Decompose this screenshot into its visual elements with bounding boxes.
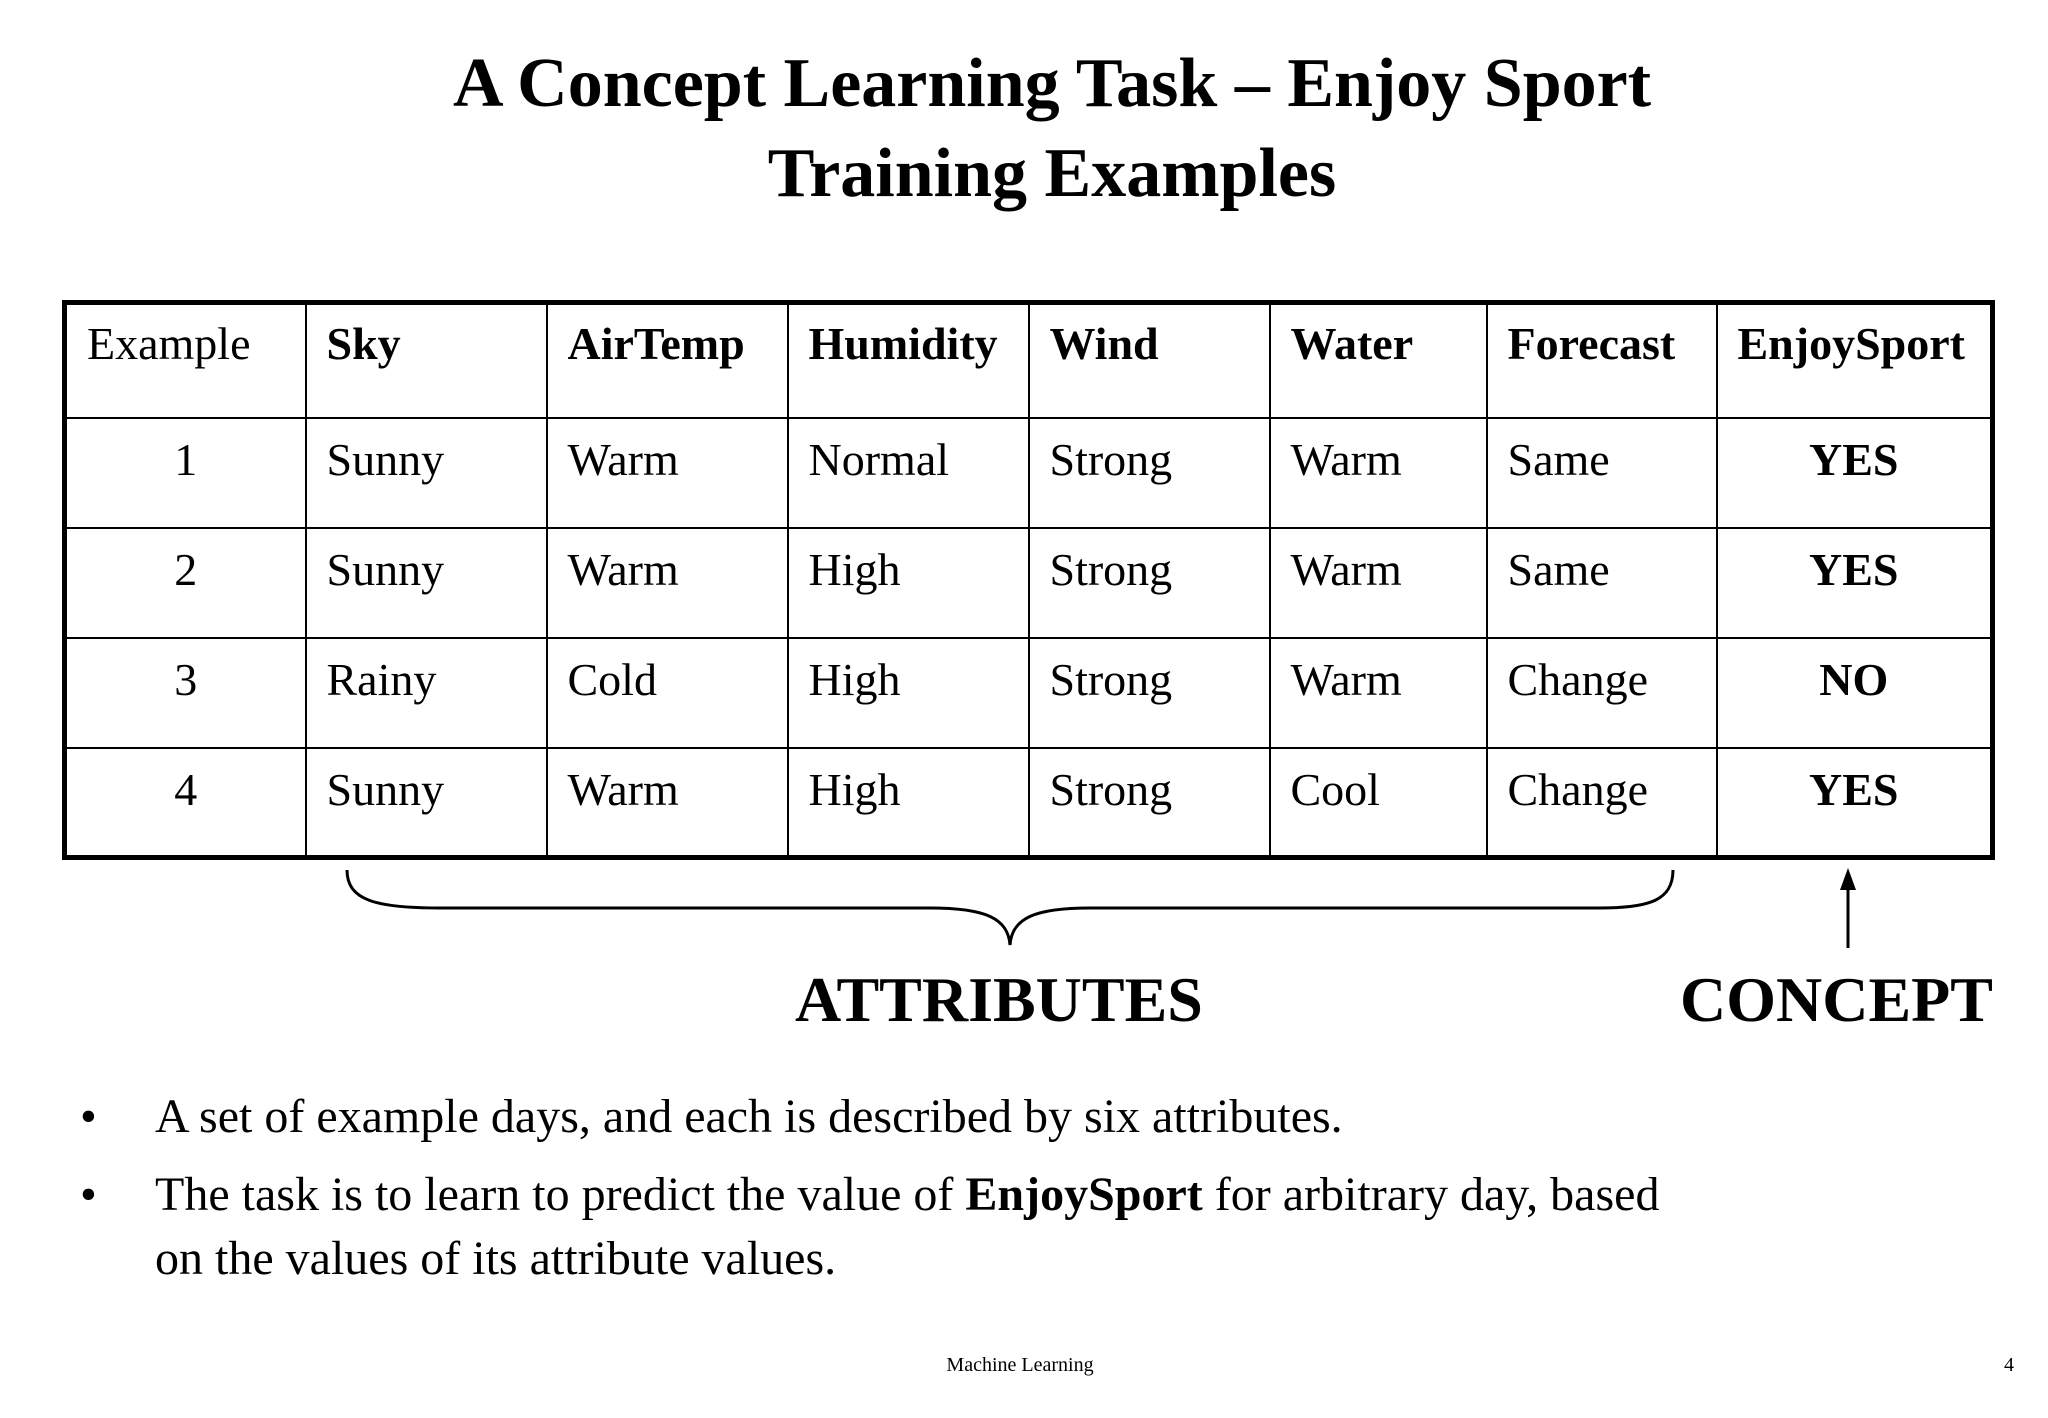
cell-example: 2 — [65, 528, 306, 638]
cell-forecast: Change — [1487, 638, 1717, 748]
cell-wind: Strong — [1029, 638, 1270, 748]
cell-example: 3 — [65, 638, 306, 748]
bullet-list — [80, 1085, 1680, 1305]
cell-wind: Strong — [1029, 418, 1270, 528]
attributes-label: ATTRIBUTES — [795, 964, 1203, 1035]
cell-sky: Sunny — [306, 748, 547, 858]
header-humidity: Humidity — [788, 303, 1029, 418]
cell-water: Cool — [1270, 748, 1487, 858]
cell-forecast: Change — [1487, 748, 1717, 858]
cell-example: 4 — [65, 748, 306, 858]
cell-airtemp: Warm — [547, 528, 788, 638]
header-example: Example — [65, 303, 306, 418]
bullet-item — [80, 1085, 1680, 1149]
bullet-text-after: for arbitrary day, based on the values of its attribute values. — [155, 1168, 1660, 1285]
cell-sky: Sunny — [306, 528, 547, 638]
header-enjoysport: EnjoySport — [1717, 303, 1993, 418]
cell-humidity: High — [788, 748, 1029, 858]
page-number: 4 — [2004, 1354, 2014, 1376]
header-water: Water — [1270, 303, 1487, 418]
concept-arrowhead — [1840, 868, 1856, 890]
cell-airtemp: Cold — [547, 638, 788, 748]
cell-airtemp: Warm — [547, 748, 788, 858]
cell-airtemp: Warm — [547, 418, 788, 528]
cell-wind: Strong — [1029, 748, 1270, 858]
header-airtemp: AirTemp — [547, 303, 788, 418]
bullet-text-bold: EnjoySport — [965, 1168, 1203, 1221]
header-forecast: Forecast — [1487, 303, 1717, 418]
cell-wind: Strong — [1029, 528, 1270, 638]
concept-label: CONCEPT — [1680, 964, 1993, 1035]
slide-title: A Concept Learning Task – Enjoy Sport — [452, 45, 1652, 122]
cell-humidity: Normal — [788, 418, 1029, 528]
cell-humidity: High — [788, 638, 1029, 748]
footer-course-title: Machine Learning — [946, 1354, 1094, 1376]
cell-example: 1 — [65, 418, 306, 528]
cell-sky: Rainy — [306, 638, 547, 748]
cell-enjoysport: NO — [1717, 638, 1993, 748]
cell-forecast: Same — [1487, 418, 1717, 528]
bullet-text-before: The task is to learn to predict the value of — [155, 1168, 966, 1221]
header-wind: Wind — [1029, 303, 1270, 418]
cell-humidity: High — [788, 528, 1029, 638]
attributes-brace — [347, 870, 1673, 945]
cell-enjoysport: YES — [1717, 418, 1993, 528]
bullet-text: A set of example days, and each is described by six attributes. — [155, 1090, 1343, 1143]
cell-water: Warm — [1270, 418, 1487, 528]
cell-water: Warm — [1270, 638, 1487, 748]
header-sky: Sky — [306, 303, 547, 418]
bullet-item — [80, 1163, 1680, 1291]
cell-water: Warm — [1270, 528, 1487, 638]
cell-sky: Sunny — [306, 418, 547, 528]
bullet-icon: • — [80, 1168, 97, 1221]
slide-subtitle: Training Examples — [767, 135, 1337, 212]
cell-enjoysport: YES — [1717, 528, 1993, 638]
cell-enjoysport: YES — [1717, 748, 1993, 858]
bullet-icon: • — [80, 1090, 97, 1143]
cell-forecast: Same — [1487, 528, 1717, 638]
